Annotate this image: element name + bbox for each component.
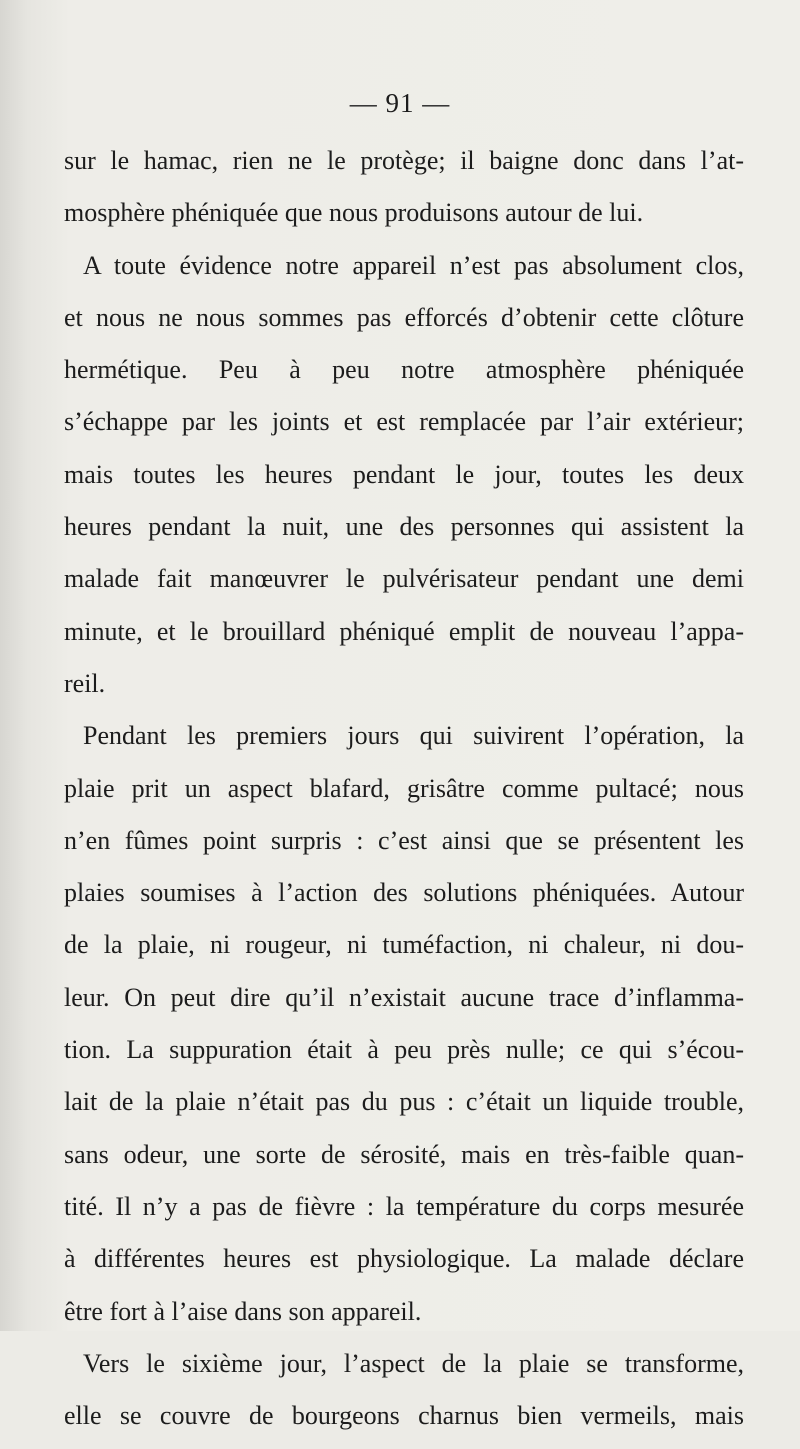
text-line: heures pendant la nuit, une des personnes qui assistent la — [64, 512, 744, 542]
text-line: malade fait manœuvrer le pulvérisateur pendant une demi — [64, 564, 744, 594]
text-line: mais toutes les heures pendant le jour, toutes les deux — [64, 459, 744, 489]
text-line: tion. La suppuration était à peu près nulle; ce qui s’écou- — [64, 1035, 744, 1065]
text-line: tité. Il n’y a pas de fièvre : la température du corps mesurée — [64, 1191, 744, 1221]
text-line: minute, et le brouillard phéniqué emplit de nouveau l’appa- — [64, 616, 744, 646]
text-line: sur le hamac, rien ne le protège; il baigne donc dans l’at- — [64, 146, 744, 175]
text-line: mosphère phéniquée que nous produisons autour de lui. — [64, 198, 644, 228]
text-line: reil. — [64, 668, 106, 698]
text-line: et nous ne nous sommes pas efforcés d’obtenir cette clôture — [64, 302, 744, 332]
text-line: à différentes heures est physiologique. La malade déclare — [64, 1244, 744, 1274]
text-line: elle se couvre de bourgeons charnus bien vermeils, mais — [64, 1401, 744, 1431]
text-line: de la plaie, ni rougeur, ni tuméfaction, ni chaleur, ni dou- — [64, 930, 744, 960]
text-line: leur. On peut dire qu’il n’existait aucune trace d’inflamma- — [64, 982, 744, 1012]
text-line: plaie prit un aspect blafard, grisâtre comme pultacé; nous — [64, 773, 744, 803]
text-line: lait de la plaie n’était pas du pus : c’était un liquide trouble, — [64, 1087, 744, 1117]
text-line: hermétique. Peu à peu notre atmosphère phéniquée — [64, 355, 744, 385]
paragraph-start-line: Vers le sixième jour, l’aspect de la plaie se transforme, — [83, 1348, 744, 1378]
text-line: s’échappe par les joints et est remplacée par l’air extérieur; — [64, 407, 744, 437]
body-text — [64, 142, 744, 1449]
page-number: — 91 — — [349, 88, 451, 118]
text-line: être fort à l’aise dans son appareil. — [64, 1296, 422, 1326]
paragraph-start-line: Pendant les premiers jours qui suivirent l’opération, la — [83, 721, 744, 751]
paragraph-start-line: A toute évidence notre appareil n’est pas absolument clos, — [83, 250, 744, 280]
text-line: n’en fûmes point surpris : c’est ainsi que se présentent les — [64, 825, 744, 855]
text-line: plaies soumises à l’action des solutions phéniquées. Autour — [64, 878, 744, 908]
text-line: sans odeur, une sorte de sérosité, mais en très-faible quan- — [64, 1139, 744, 1169]
